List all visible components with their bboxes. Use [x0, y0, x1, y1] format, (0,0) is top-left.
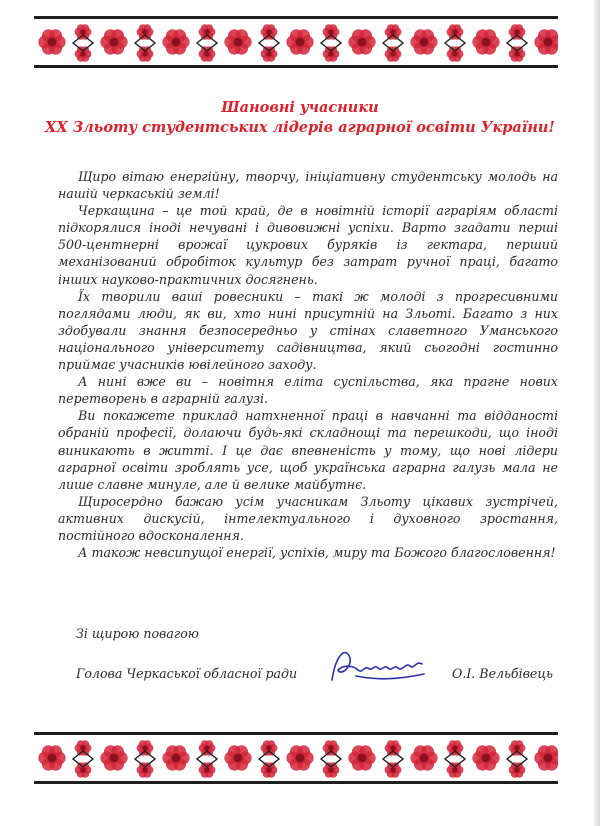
handwritten-signature-icon [326, 640, 430, 688]
rose-motif [410, 29, 437, 54]
rose-motif [472, 745, 499, 770]
bud-motif [509, 762, 526, 778]
bud-motif [385, 46, 402, 62]
greeting-subtitle: ХХ Зльоту студентських лідерів аграрної освіти України! [45, 119, 555, 136]
rose-motif [348, 745, 375, 770]
bud-motif [199, 24, 216, 40]
bud-motif [75, 762, 92, 778]
bud-motif [261, 762, 278, 778]
rose-motif [534, 29, 558, 54]
embroidery-border-top [34, 16, 558, 68]
bud-motif [199, 762, 216, 778]
bud-motif [323, 46, 340, 62]
bud-motif [323, 762, 340, 778]
paragraph: Їх творили ваші ровесники – такі ж молоді з прогресивними поглядами люди, як ви, хто нині присутній на Зльоті. Багато з них здобували знання безпосередньо у стінах славетного Уманського національного університету садівництва, який сьогодні гостинно приймає учасників ювілейного заходу. [58, 288, 558, 373]
rose-motif [472, 29, 499, 54]
rose-motif [410, 745, 437, 770]
rose-motif [534, 745, 558, 770]
bud-motif [75, 46, 92, 62]
bud-motif [137, 740, 154, 756]
rose-motif [100, 745, 127, 770]
bud-motif [385, 24, 402, 40]
bud-motif [75, 24, 92, 40]
rose-motif [286, 29, 313, 54]
rose-motif [38, 745, 65, 770]
bud-motif [261, 46, 278, 62]
bud-motif [199, 740, 216, 756]
bud-motif [447, 740, 464, 756]
bud-motif [509, 46, 526, 62]
page-edge-shadow [594, 0, 600, 826]
paragraph: Ви покажете приклад натхненної праці в навчанні та відданості обраній професії, долаючи будь-які складнощі та перешкоди, що іноді виникають в житті. І це дає впевненість у тому, що нові лідери аграрної освіти зроблять усе, щоб українська аграрна галузь мала не лише славне минуле, але й велике майбутнє. [58, 408, 558, 492]
signatory-name: О.І. Вельбівець [452, 666, 554, 681]
greeting-title: Шановні учасники [221, 99, 379, 116]
paragraph: Щиросердно бажаю усім учасникам Зльоту цікавих зустрічей, активних дискусій, інтелектуального і духовного зростання, постійного вдосконалення. [58, 493, 558, 543]
rose-motif [348, 29, 375, 54]
paragraph: Щиро вітаю енергійну, творчу, ініціативну студентську молодь на нашій черкаській землі! [58, 169, 558, 202]
bud-motif [509, 740, 526, 756]
bud-motif [199, 46, 216, 62]
bud-motif [261, 24, 278, 40]
paragraph: А нині вже ви – новітня еліта суспільства, яка прагне нових перетворень в аграрній галузі. [58, 374, 558, 407]
bud-motif [261, 740, 278, 756]
paragraph: Черкащина – це той край, де в новітній історії аграріям області підкорялися іноді нечувані і дивовижні успіхи. Варто згадати перші 500-центнерні врожаї цукрових буряків із гектара, перший механізований обробіток культур без затрат ручної праці, багато інших науково-практичних досягнень. [58, 203, 558, 287]
bud-motif [447, 46, 464, 62]
bud-motif [447, 24, 464, 40]
rose-motif [100, 29, 127, 54]
bud-motif [137, 24, 154, 40]
bud-motif [323, 740, 340, 756]
rose-motif [38, 29, 65, 54]
embroidery-border-icon [34, 732, 558, 784]
bud-motif [385, 740, 402, 756]
signatory-position: Голова Черкаської обласної ради [76, 666, 298, 681]
bud-motif [323, 24, 340, 40]
letter-body [58, 168, 558, 561]
closing-phrase: Зі щирою повагою [76, 626, 199, 641]
rose-motif [224, 745, 251, 770]
paragraph: А також невсипущої енергії, успіхів, миру та Божого благословення! [78, 545, 556, 561]
bud-motif [75, 740, 92, 756]
embroidery-border-icon [34, 16, 558, 68]
embroidery-border-bottom [34, 732, 558, 784]
rose-motif [224, 29, 251, 54]
rose-motif [162, 29, 189, 54]
bud-motif [447, 762, 464, 778]
bud-motif [385, 762, 402, 778]
bud-motif [509, 24, 526, 40]
bud-motif [137, 46, 154, 62]
bud-motif [137, 762, 154, 778]
rose-motif [286, 745, 313, 770]
rose-motif [162, 745, 189, 770]
